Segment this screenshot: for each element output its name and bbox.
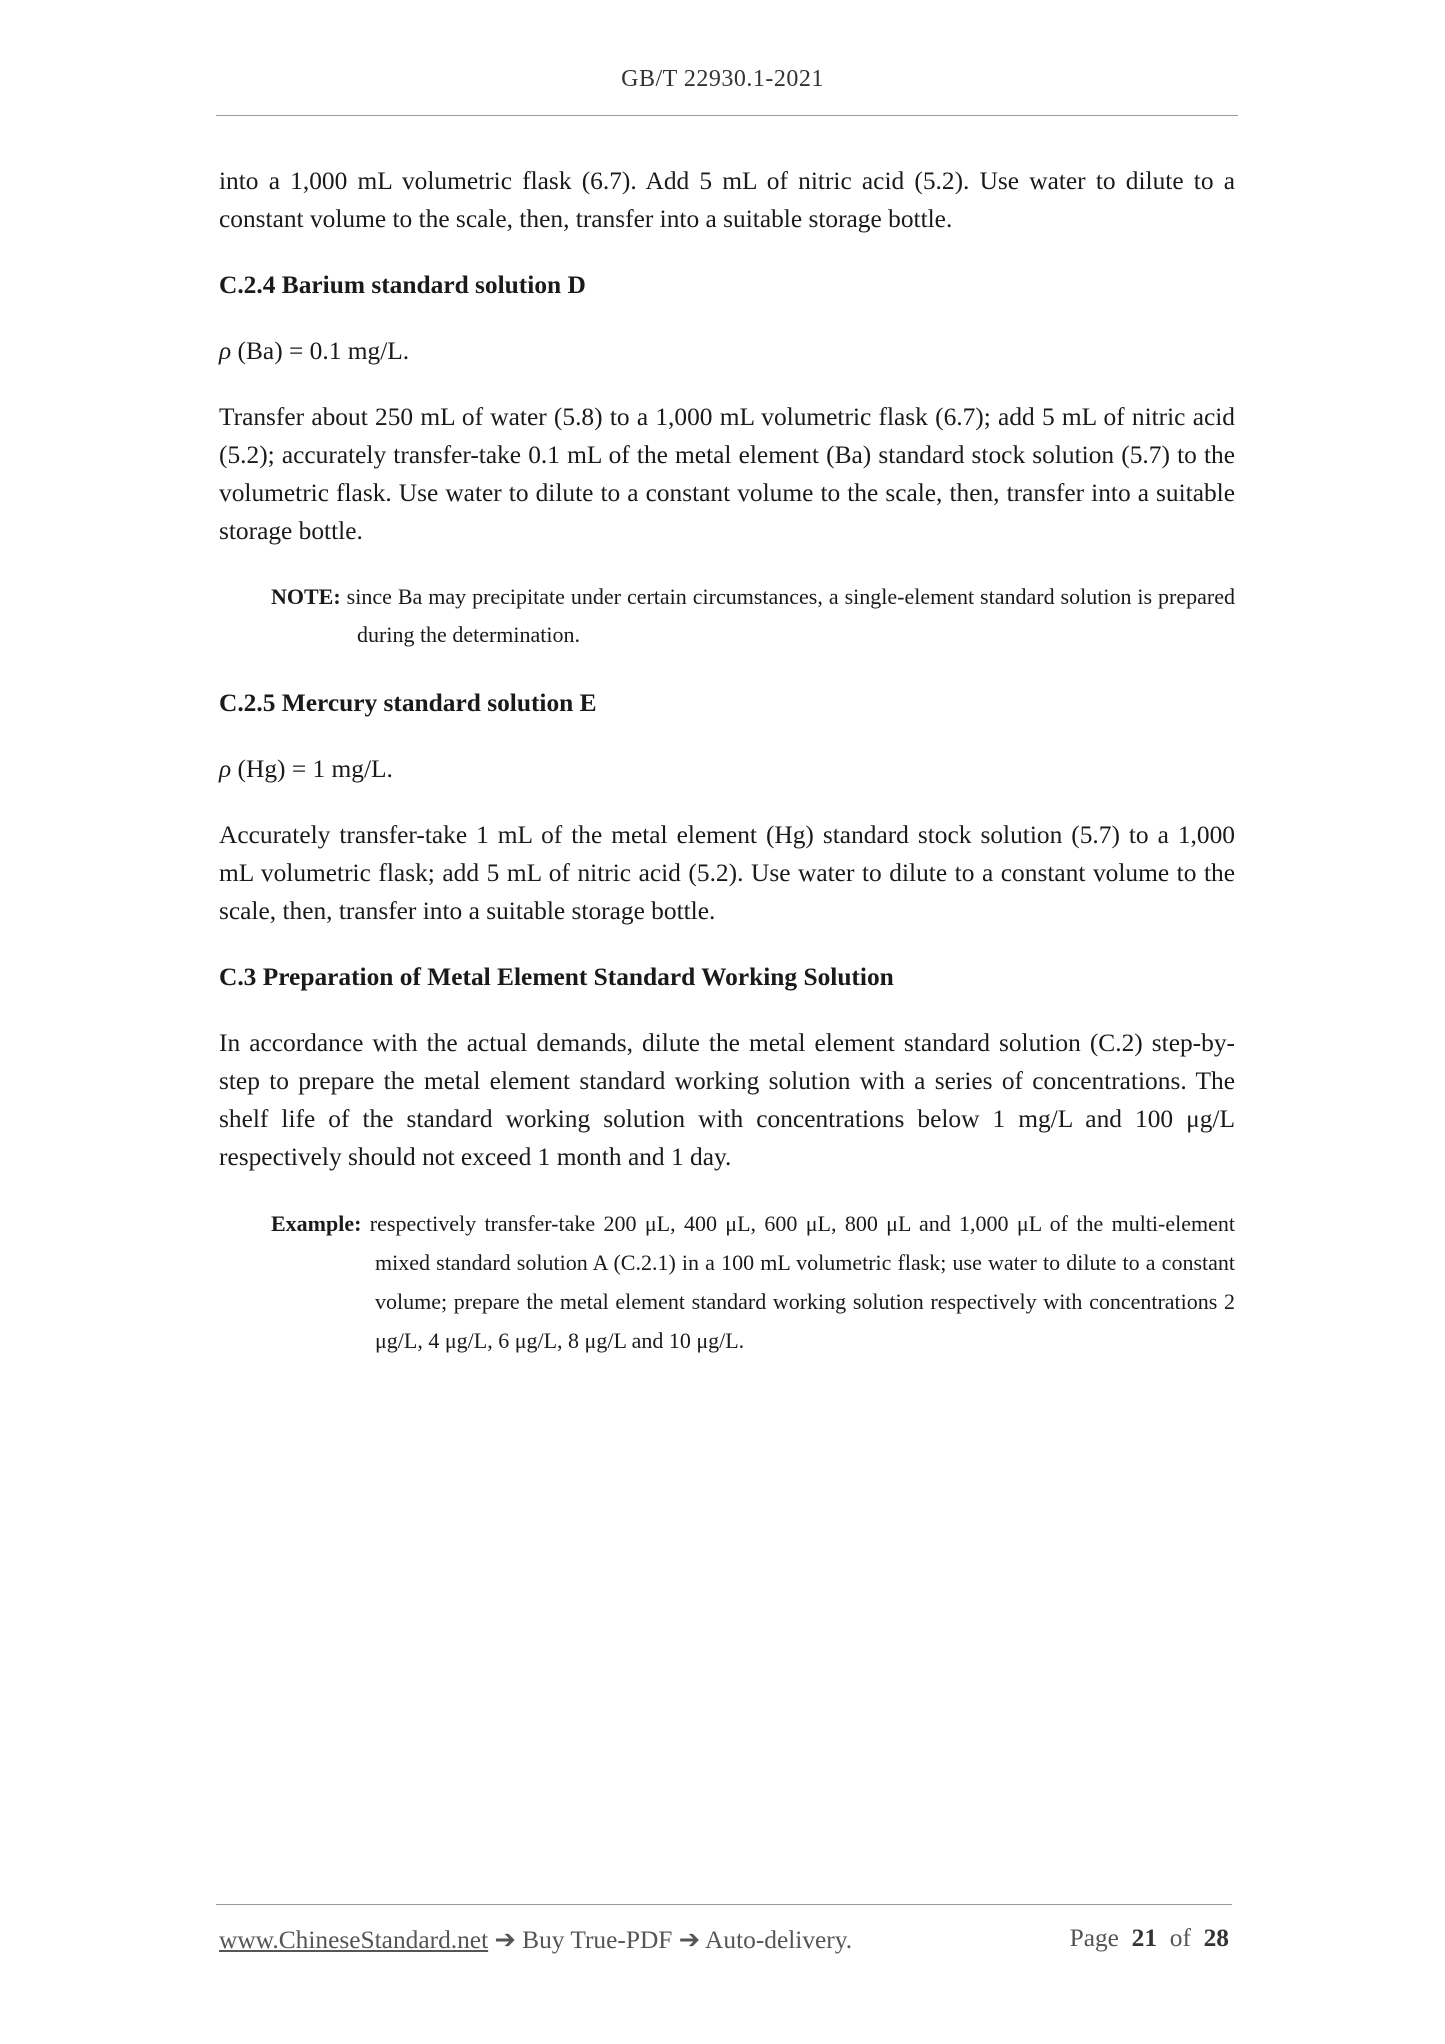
section-heading-c3: C.3 Preparation of Metal Element Standard Working Solution [219,963,894,991]
header-divider [216,115,1238,116]
rho-ba-value: (Ba) = 0.1 mg/L. [231,337,410,365]
paragraph-working-solution: In accordance with the actual demands, dilute the metal element standard solution (C.2) step-by-step to prepare the metal element standard working solution with a series of concentrations. The shelf life of the standard working solution with concentrations below 1 mg/L and 100 μg/L respectively should not exceed 1 month and 1 day. [219,1029,1235,1171]
paragraph-barium-procedure: Transfer about 250 mL of water (5.8) to a 1,000 mL volumetric flask (6.7); add 5 mL of nitric acid (5.2); accurately transfer-take 0.1 mL of the metal element (Ba) standard stock solution (5.7) to the volumetric flask. Use water to dilute to a constant volume to the scale, then, transfer into a suitable storage bottle. [219,403,1235,545]
arrow-right-icon: ➔ [678,1926,701,1954]
paragraph-mercury-procedure: Accurately transfer-take 1 mL of the metal element (Hg) standard stock solution (5.7) to a 1,000 mL volumetric flask; add 5 mL of nitric acid (5.2). Use water to dilute to a constant volume to the scale, then, transfer into a suitable storage bottle. [219,821,1235,925]
buy-true-pdf-text: Buy True-PDF [522,1926,673,1954]
footer-promo [219,1924,852,1955]
rho-hg-value: (Hg) = 1 mg/L. [231,755,393,783]
example-text: respectively transfer-take 200 μL, 400 μL, 600 μL, 800 μL and 1,000 μL of the multi-element mixed standard solution A (C.2.1) in a 100 mL volumetric flask; use water to dilute to a constant volume; prepare the metal element standard working solution respectively with concentrations 2 μg/L, 4 μg/L, 6 μg/L, 8 μg/L and 10 μg/L. [361,1211,1235,1353]
section-heading-c25: C.2.5 Mercury standard solution E [219,689,597,717]
rho-ba-formula [219,332,1235,370]
current-page: 21 [1131,1924,1158,1952]
page-label: Page [1069,1924,1119,1952]
example-block [271,1204,1235,1360]
auto-delivery-text: Auto-delivery. [705,1926,853,1954]
total-pages: 28 [1203,1924,1229,1952]
rho-hg-formula [219,750,1235,788]
example-label: Example: [271,1211,362,1236]
chinesestandard-link[interactable]: www.ChineseStandard.net [219,1926,489,1954]
note-block [271,578,1235,654]
section-heading-c24: C.2.4 Barium standard solution D [219,271,586,299]
page-number [1070,1924,1229,1953]
arrow-right-icon: ➔ [494,1926,516,1954]
note-text: since Ba may precipitate under certain circumstances, a single-element standard solution is prepared during the determination. [340,584,1235,647]
of-label: of [1169,1924,1191,1952]
rho-symbol: ρ [219,755,232,783]
page-content [219,162,1235,1390]
rho-symbol: ρ [219,337,232,365]
document-header: GB/T 22930.1-2021 [621,66,824,92]
footer-divider [216,1904,1232,1905]
note-label: NOTE: [271,584,341,609]
paragraph-continued: into a 1,000 mL volumetric flask (6.7). Add 5 mL of nitric acid (5.2). Use water to dilute to a constant volume to the scale, then, transfer into a suitable storage bottle. [219,167,1235,233]
